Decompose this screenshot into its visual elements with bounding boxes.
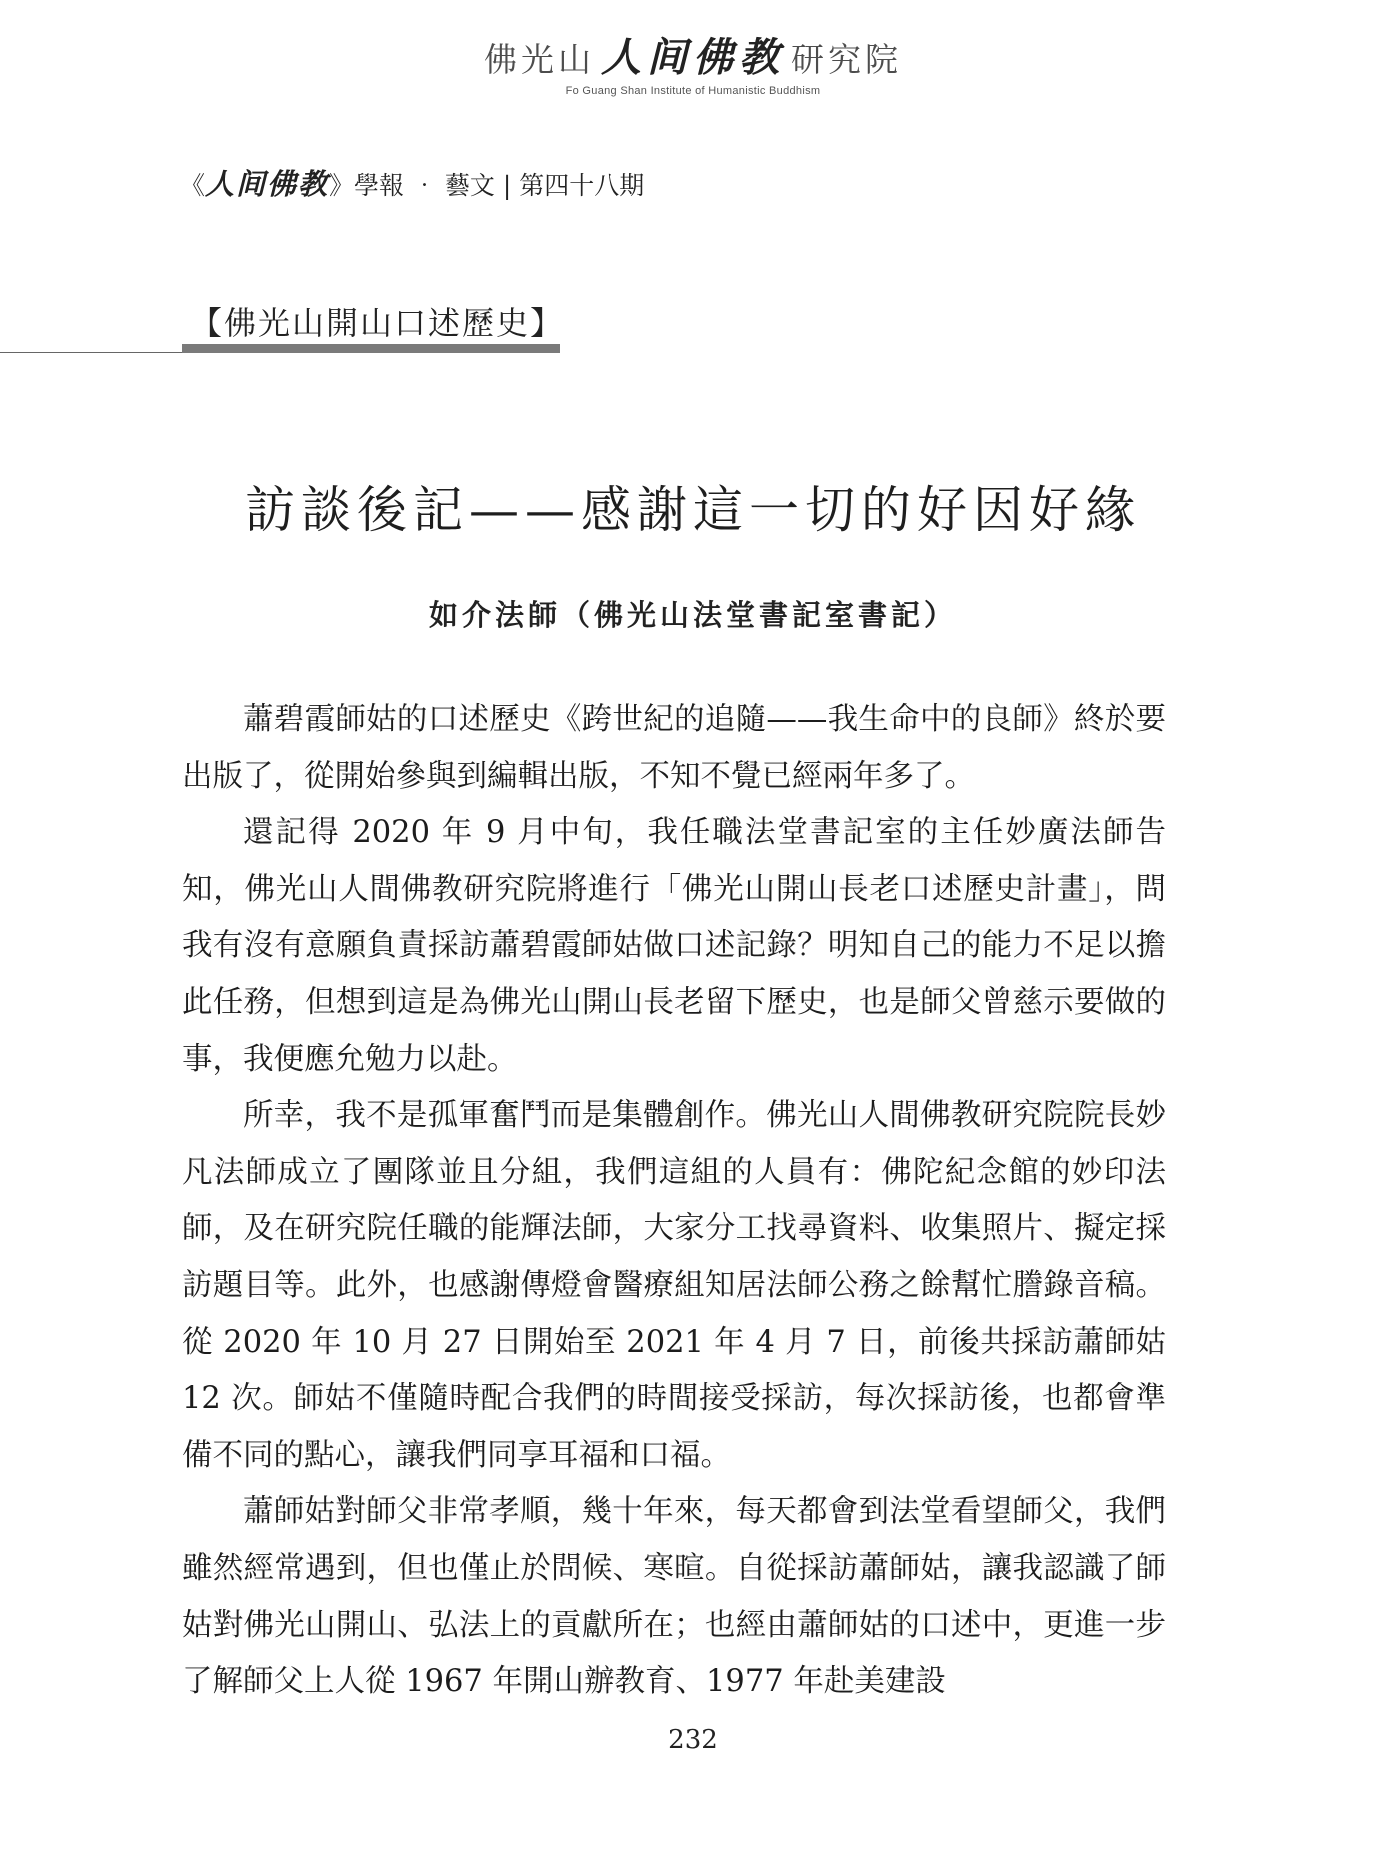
article-title: 訪談後記——感謝這一切的好因好緣 xyxy=(245,481,1141,539)
paragraph-3: 所幸，我不是孤軍奮鬥而是集體創作。佛光山人間佛教研究院院長妙凡法師成立了團隊並且分組，我們這組的人員有：佛陀紀念館的妙印法師，及在研究院任職的能輝法師，大家分工找尋資料、收集照片、擬定採訪題目等。此外，也感謝傳燈會醫療組知居法師公務之餘幫忙謄錄音稿。從 2020 年 10 月 27 日開始至 2021 年 4 月 7 日，前後共採訪蕭師姑 12 次。師姑不僅隨時配合我們的時間接受採訪，每次採訪後，也都會準備不同的點心，讓我們同享耳福和口福。 xyxy=(182,1098,1166,1473)
journal-script-logo: 人间佛教 xyxy=(205,167,330,201)
journal-running-head xyxy=(180,162,644,203)
brand-left-text: 佛光山 xyxy=(484,40,595,79)
brand-right-text: 研究院 xyxy=(791,40,902,79)
institute-english-name: Fo Guang Shan Institute of Humanistic Buddhism xyxy=(565,85,821,97)
institute-header xyxy=(0,26,1386,97)
section-divider-thick xyxy=(182,344,560,353)
institute-name xyxy=(0,26,1386,83)
page-number: 232 xyxy=(668,1725,718,1755)
brand-script-logo: 人间佛教 xyxy=(601,35,785,81)
section-tag: 【佛光山開山口述歷史】 xyxy=(190,304,565,342)
journal-issue-text: 》學報 ‧ 藝文 | 第四十八期 xyxy=(329,171,645,200)
journal-open-bracket: 《 xyxy=(180,171,206,200)
article-author: 如介法師（佛光山法堂書記室書記） xyxy=(428,598,957,632)
paragraph-2: 還記得 2020 年 9 月中旬，我任職法堂書記室的主任妙廣法師告知，佛光山人間佛教研究院將進行「佛光山開山長老口述歷史計畫」，問我有沒有意願負責採訪蕭碧霞師姑做口述記錄？明知自己的能力不足以擔此任務，但想到這是為佛光山開山長老留下歷史，也是師父曾慈示要做的事，我便應允勉力以赴。 xyxy=(182,815,1166,1077)
article-body xyxy=(182,692,1166,1711)
paragraph-4: 蕭師姑對師父非常孝順，幾十年來，每天都會到法堂看望師父，我們雖然經常遇到，但也僅止於問候、寒暄。自從採訪蕭師姑，讓我認識了師姑對佛光山開山、弘法上的貢獻所在；也經由蕭師姑的口述中，更進一步了解師父上人從 1967 年開山辦教育、1977 年赴美建設 xyxy=(182,1494,1166,1700)
paragraph-1: 蕭碧霞師姑的口述歷史《跨世紀的追隨——我生命中的良師》終於要出版了，從開始參與到編輯出版，不知不覺已經兩年多了。 xyxy=(182,702,1166,794)
